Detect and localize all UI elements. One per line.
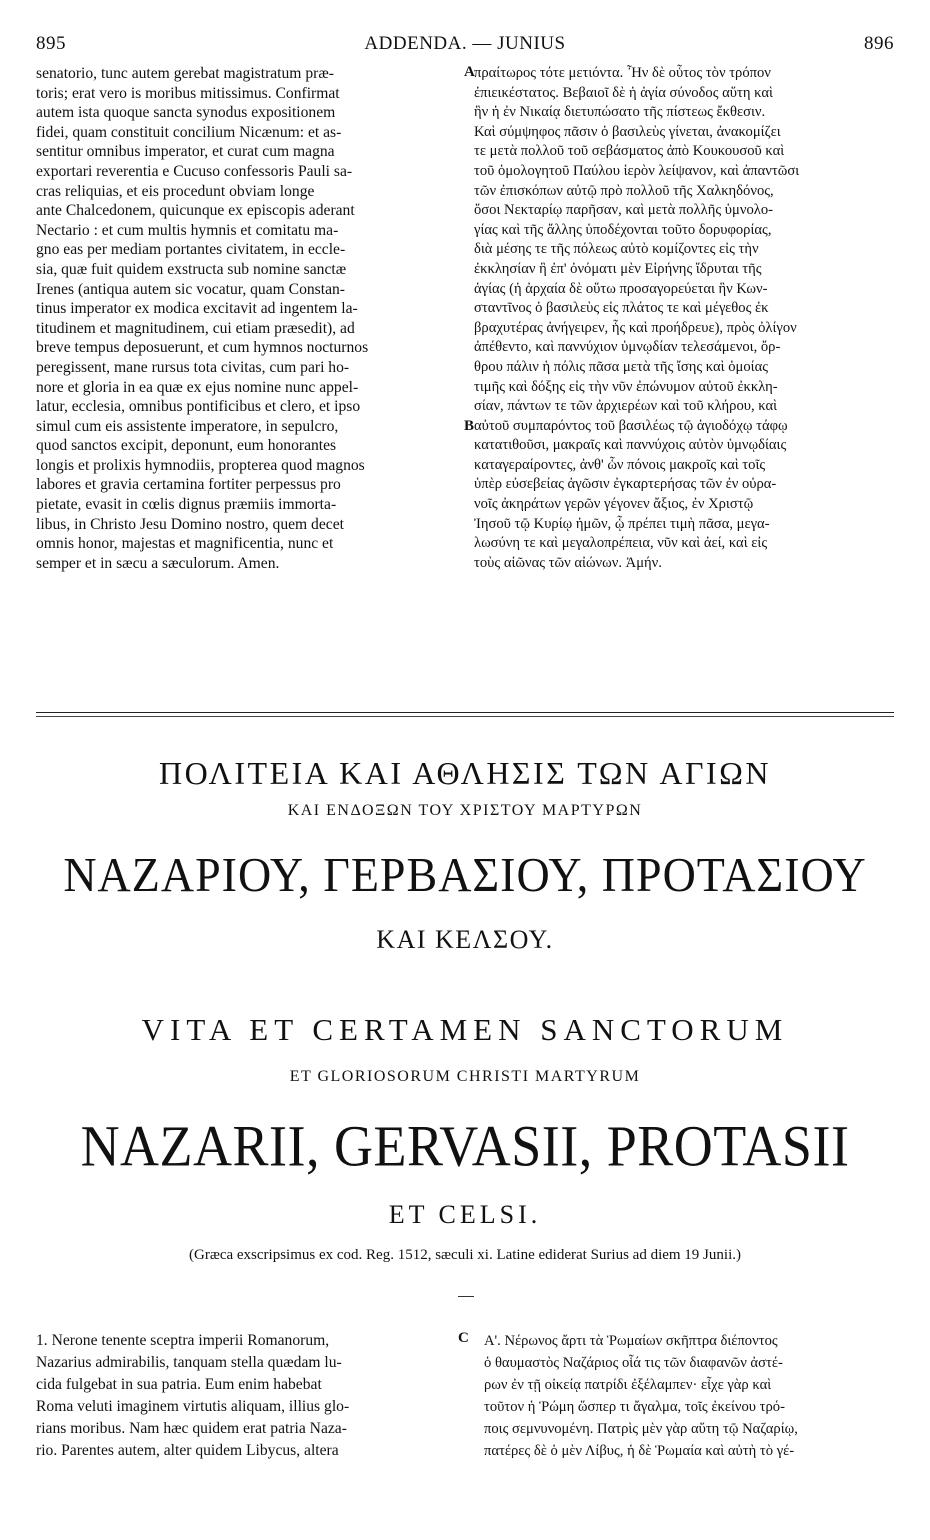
text-line: rians moribus. Nam hæc quidem erat patria Naza- xyxy=(36,1420,347,1437)
text-line: omnis honor, majestas et magnificentia, nunc et xyxy=(36,535,334,553)
text-line: peregissent, mane rursus tota civitas, cum pari ho- xyxy=(36,358,350,376)
text-line: sia, quæ fuit quidem exstructa sub nomine sanctæ xyxy=(36,260,347,278)
latin-title-line-2: ET GLORIOSORUM CHRISTI MARTYRUM xyxy=(289,1068,641,1085)
text-line: Nectario : et cum multis hymnis et comitatu ma- xyxy=(36,221,339,239)
text-line: κατατιθοῦσι, μακραῖς καὶ παννύχοις αὐτὸν ὑμνῳδίαις xyxy=(474,437,787,454)
text-line: βραχυτέρας ἀνήγειρεν, ἧς καὶ προήδρευε), πρὸς ὀλίγον xyxy=(474,319,797,336)
text-line: titudinem et magnitudinem, cui etiam præsedit), ad xyxy=(36,319,355,337)
source-note: (Græca exscripsimus ex cod. Reg. 1512, sæculi xi. Latine ediderat Surius ad diem 19 Junii.) xyxy=(189,1247,741,1263)
marker-a: A xyxy=(464,64,475,80)
text-line: πραίτωρος τότε μετιόντα. Ἦν δὲ οὗτος τὸν τρόπον xyxy=(474,65,771,81)
text-line: sentitur omnibus imperator, et curat cum magna xyxy=(36,143,335,161)
text-line: ἁγίας (ἡ ἀρχαία δὲ οὕτω προσαγορεύεται ἣν Κων- xyxy=(474,280,768,297)
text-line: λωσύνη τε καὶ μεγαλοπρέπεια, νῦν καὶ ἀεί, καὶ εἰς xyxy=(474,535,768,552)
text-line: breve tempus deposuerunt, et cum hymnos nocturnos xyxy=(36,339,369,357)
running-head xyxy=(36,33,894,55)
text-line: τοὺς αἰῶνας τῶν αἰώνων. Ἀμήν. xyxy=(474,554,662,571)
text-line: Ἰησοῦ τῷ Κυρίῳ ἡμῶν, ᾧ πρέπει τιμὴ πᾶσα, μεγα- xyxy=(474,515,770,532)
text-line: ὑπὲρ εὐσεβείας ἀγῶσιν ἐγκαρτερήσας τῶν ἐν οὐρα- xyxy=(474,476,777,493)
text-line: 1. Nerone tenente sceptra imperii Romanorum, xyxy=(36,1332,330,1349)
text-line: fidei, quam constituit concilium Nicænum: et as- xyxy=(36,123,342,141)
text-line: exportari reverentia e Cucuso confessoris Pauli sa- xyxy=(36,162,353,180)
text-line: nore et gloria in ea quæ ex ejus nomine nunc appel- xyxy=(36,378,359,396)
greek-title-line-4: ΚΑΙ ΚΕΛΣΟΥ. xyxy=(376,925,554,954)
text-line: γίας καὶ τῆς ἄλλης ὑποδέχονται τοῦτο δορυφορίας, xyxy=(474,221,772,238)
text-line: σταντῖνος ὁ βασιλεὺς εἰς πλάτος τε καὶ μέγεθος ἐκ xyxy=(474,300,769,317)
text-line: Α'. Νέρωνος ἄρτι τὰ Ῥωμαίων σκῆπτρα διέποντος xyxy=(484,1333,778,1349)
text-line: longis et prolixis hymnodiis, propterea quod magnos xyxy=(36,456,365,474)
text-line: gno eas per mediam portantes civitatem, in eccle- xyxy=(36,241,346,259)
text-line: ἐκκλησίαν ἣ ἐπ' ὀνόματι μὲν Εἰρήνης ἵδρυται τῆς xyxy=(474,260,762,277)
text-line: rio. Parentes autem, alter quidem Libycus, altera xyxy=(36,1442,339,1459)
text-line: διὰ μέσης τε τῆς πόλεως αὐτὸ κομίζοντες εἰς τὴν xyxy=(474,241,759,258)
text-line: τοῦτον ἡ Ῥώμη ὥσπερ τι ἄγαλμα, τοῖς ἐκείνου τρό- xyxy=(484,1399,785,1415)
text-line: latur, ecclesia, omnibus pontificibus et clero, et ipso xyxy=(36,398,361,416)
marker-c: C xyxy=(458,1330,469,1346)
text-line: Roma veluti imaginem virtutis aliquam, illius glo- xyxy=(36,1398,350,1415)
text-line: simul cum eis assistente imperatore, in sepulcro, xyxy=(36,417,339,435)
greek-title-line-2: ΚΑΙ ΕΝΔΟΞΩΝ ΤΟΥ ΧΡΙΣΤΟΥ ΜΑΡΤΥΡΩΝ xyxy=(287,802,643,819)
latin-title-line-4: ET CELSI. xyxy=(388,1200,542,1229)
latin-title-names: NAZARII, GERVASII, PROTASII xyxy=(80,1113,850,1179)
page-number-left: 895 xyxy=(36,33,66,54)
marker-b: B xyxy=(464,418,475,434)
text-line: Καὶ σύμψηφος πᾶσιν ὁ βασιλεὺς γίνεται, ἀνακομίζει xyxy=(474,123,781,140)
text-line: θρου πάλιν ἡ πόλις πᾶσα μετὰ τῆς ἴσης καὶ ὁμοίας xyxy=(474,358,769,375)
text-line: ὅσοι Νεκταρίῳ παρῆσαν, καὶ μετὰ πολλῆς ὑμνολο- xyxy=(474,202,773,219)
text-line: καταγεραίροντες, ἀνθ' ὧν πόνοις μακροῖς καὶ τοῖς xyxy=(474,456,766,473)
section-separator xyxy=(36,712,894,717)
page-number-right: 896 xyxy=(864,33,894,54)
running-title: ADDENDA. — JUNIUS xyxy=(364,33,566,54)
text-line: pietate, evasit in cœlis dignus præmiis immorta- xyxy=(36,496,337,514)
text-line: ante Chalcedonem, quicunque ex episcopis aderant xyxy=(36,202,355,220)
text-line: toris; erat vero is moribus mitissimus. Confirmat xyxy=(36,84,340,102)
text-line: labores et gravia certamina fortiter perpessus pro xyxy=(36,476,341,494)
text-line: cras reliquias, et eis procedunt obviam longe xyxy=(36,182,315,200)
text-line: ὁ θαυμαστὸς Ναζάριος οἷά τις τῶν διαφανῶν ἀστέ- xyxy=(484,1355,783,1371)
text-line: σίαν, πάντων τε τῶν ἀρχιερέων καὶ τοῦ κλήρου, καὶ xyxy=(474,398,778,415)
text-line: semper et in sæcu a sæculorum. Amen. xyxy=(36,554,280,572)
text-line: quod sanctos excipit, deponunt, eum honorantes xyxy=(36,437,337,455)
text-line: πατέρες δὲ ὁ μὲν Λίβυς, ἡ δὲ Ῥωμαία καὶ αὐτὴ τὸ γέ- xyxy=(484,1443,795,1459)
text-line: Nazarius admirabilis, tanquam stella quædam lu- xyxy=(36,1354,342,1371)
text-line: cida fulgebat in sua patria. Eum enim habebat xyxy=(36,1376,322,1393)
text-line: ἐπιεικέστατος. Βεβαιοῖ δὲ ἡ ἁγία σύνοδος αὕτη καὶ xyxy=(474,84,773,101)
greek-title-names: ΝΑΖΑΡΙΟΥ, ΓΕΡΒΑΣΙΟΥ, ΠΡΟΤΑΣΙΟΥ xyxy=(63,847,867,902)
greek-title-line-1: ΠΟΛΙΤΕΙΑ ΚΑΙ ΑΘΛΗΣΙΣ ΤΩΝ ΑΓΙΩΝ xyxy=(158,755,771,791)
text-line: τοῦ ὁμολογητοῦ Παύλου ἱερὸν λείψανον, καὶ ἀπαντῶσι xyxy=(474,162,800,179)
text-line: libus, in Christo Jesu Domino nostro, quem decet xyxy=(36,515,344,533)
text-line: ἀπέθεντο, καὶ παννύχιον ὑμνῳδίαν τελεσάμενοι, ὄρ- xyxy=(474,339,781,356)
text-line: Irenes (antiqua autem sic vocatur, quam Constan- xyxy=(36,280,345,298)
latin-column-bottom xyxy=(36,1330,461,1462)
text-line: τῶν ἐπισκόπων αὐτῷ πρὸ πολλοῦ τῆς Χαλκηδόνος, xyxy=(474,182,774,199)
latin-title-line-1: VITA ET CERTAMEN SANCTORUM xyxy=(141,1012,789,1047)
greek-column-bottom xyxy=(484,1330,896,1462)
text-line: ρων ἐν τῇ οἰκείᾳ πατρίδι ἐξέλαμπεν· εἶχε γὰρ καὶ xyxy=(484,1377,772,1393)
text-line: tinus imperator ex modica excitavit ad ingentem la- xyxy=(36,300,358,318)
text-line: autem ista quoque sancta synodus expositionem xyxy=(36,104,336,122)
text-line: αὐτοῦ συμπαρόντος τοῦ βασιλέως τῷ ἁγιοδόχῳ τάφῳ xyxy=(474,417,788,434)
text-line: νοῖς ἀκηράτων γερῶν γέγονεν ἄξιος, ἐν Χριστῷ xyxy=(474,496,754,513)
text-line: τιμῆς καὶ δόξης εἰς τὴν νῦν ἐπώνυμον αὐτοῦ ἐκκλη- xyxy=(474,378,778,395)
short-rule xyxy=(458,1296,474,1297)
text-line: ποις σεμνυνομένη. Πατρὶς μὲν γὰρ αὕτη τῷ Ναζαρίῳ, xyxy=(484,1421,798,1437)
text-line: senatorio, tunc autem gerebat magistratum præ- xyxy=(36,65,334,82)
latin-column-top xyxy=(36,64,461,573)
text-line: τε μετὰ πολλοῦ τοῦ σεβάσματος ἀπὸ Κουκουσοῦ καὶ xyxy=(474,143,785,160)
text-line: ἣν ἡ ἐν Νικαίᾳ διετυπώσατο τῆς πίστεως ἔκθεσιν. xyxy=(474,104,766,121)
greek-column-top xyxy=(474,64,899,573)
